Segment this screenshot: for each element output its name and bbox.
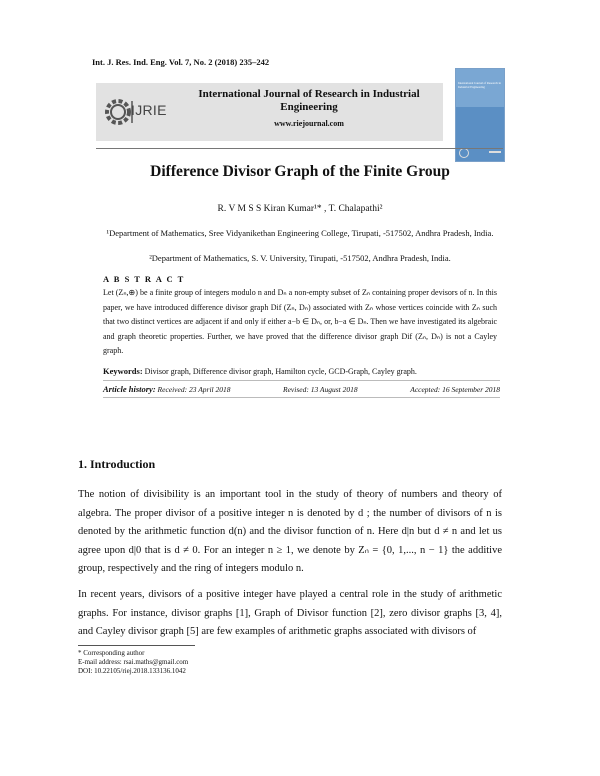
keywords-text: Divisor graph, Difference divisor graph, Hamilton cycle, GCD-Graph, Cayley graph. — [144, 367, 417, 376]
footnote-doi[interactable]: DOI: 10.22105/riej.2018.133136.1042 — [78, 667, 186, 675]
abstract-text: Let (Zₙ,⊕) be a finite group of integers modulo n and Dₙ a non-empty subset of Zₙ containing proper devisors of n. In this paper, we have introduced difference divisor graph Dif (Zₙ, Dₙ) associated with Zₙ whose vertices coincide with Zₙ such that two distinct vertices are adjacent if and only if either a−b ∈ Dₙ, or, b−a ∈ Dₙ. Then we have investigated its algebraic and graph theoretic properties. Further, we have proved that the difference divisor graph Dif (Zₙ, Dₙ) is not a Cayley graph. — [103, 288, 497, 355]
history-label: Article history: — [103, 384, 156, 394]
intro-paragraph-2: In recent years, divisors of a positive integer have played a central role in the study of arithmetic graphs. For instance, divisor graphs [1], Graph of Divisor function [2], zero divisor graphs [3, 4], and Cayley divisor graph [5] are few examples of arithmetic graphs associated with divisors of — [78, 589, 502, 637]
affiliation-2: ²Department of Mathematics, S. V. University, Tirupati, -517502, Andhra Pradesh, India. — [149, 253, 451, 263]
history-received: Received: 23 April 2018 — [157, 385, 231, 394]
footnote-divider — [78, 645, 195, 646]
gear-icon — [107, 101, 129, 123]
divider — [96, 148, 503, 149]
keywords — [103, 366, 503, 376]
citation-line: Int. J. Res. Ind. Eng. Vol. 7, No. 2 (2018) 235–242 — [92, 57, 270, 67]
article-history — [103, 384, 500, 394]
authors: R. V M S S Kiran Kumar¹* , T. Chalapathi² — [217, 204, 383, 214]
cover-title: International Journal of Research in Industrial Engineering — [458, 81, 501, 89]
affiliation-1: ¹Department of Mathematics, Sree Vidyanikethan Engineering College, Tirupati, -517502, Andhra Pradesh, India. — [106, 228, 494, 238]
paper-title: Difference Divisor Graph of the Finite Group — [150, 163, 450, 180]
footnote-email[interactable]: E-mail address: rsai.maths@gmail.com — [78, 658, 189, 666]
footnote-corresponding: * Corresponding author — [78, 649, 145, 657]
divider — [103, 380, 500, 381]
abstract-heading: A B S T R A C T — [103, 274, 185, 284]
keywords-label: Keywords: — [103, 366, 143, 376]
journal-url[interactable]: www.riejournal.com — [274, 119, 344, 128]
history-revised: Revised: 13 August 2018 — [283, 385, 358, 394]
logo-text: IJRIE — [131, 102, 167, 118]
divider — [103, 397, 500, 398]
intro-paragraph-1: The notion of divisibility is an important tool in the study of theory of numbers and theory of algebra. The proper divisor of a positive integer n is denoted by d ; the number of divisors of n is denoted by the arithmetic function d(n) and the divisor function of n. Here d|n but d ≠ n and let us agree upon d|0 that is d ≠ 0. For an integer n ≥ 1, we denote by Zₙ = {0, 1,..., n − 1} the additive group, respectively and the ring of integers modulo n. — [78, 489, 502, 574]
journal-title: International Journal of Research in Industrial Engineering — [198, 88, 420, 113]
footnotes — [78, 649, 188, 676]
history-accepted: Accepted: 16 September 2018 — [410, 385, 500, 394]
section-heading: 1. Introduction — [78, 457, 156, 471]
